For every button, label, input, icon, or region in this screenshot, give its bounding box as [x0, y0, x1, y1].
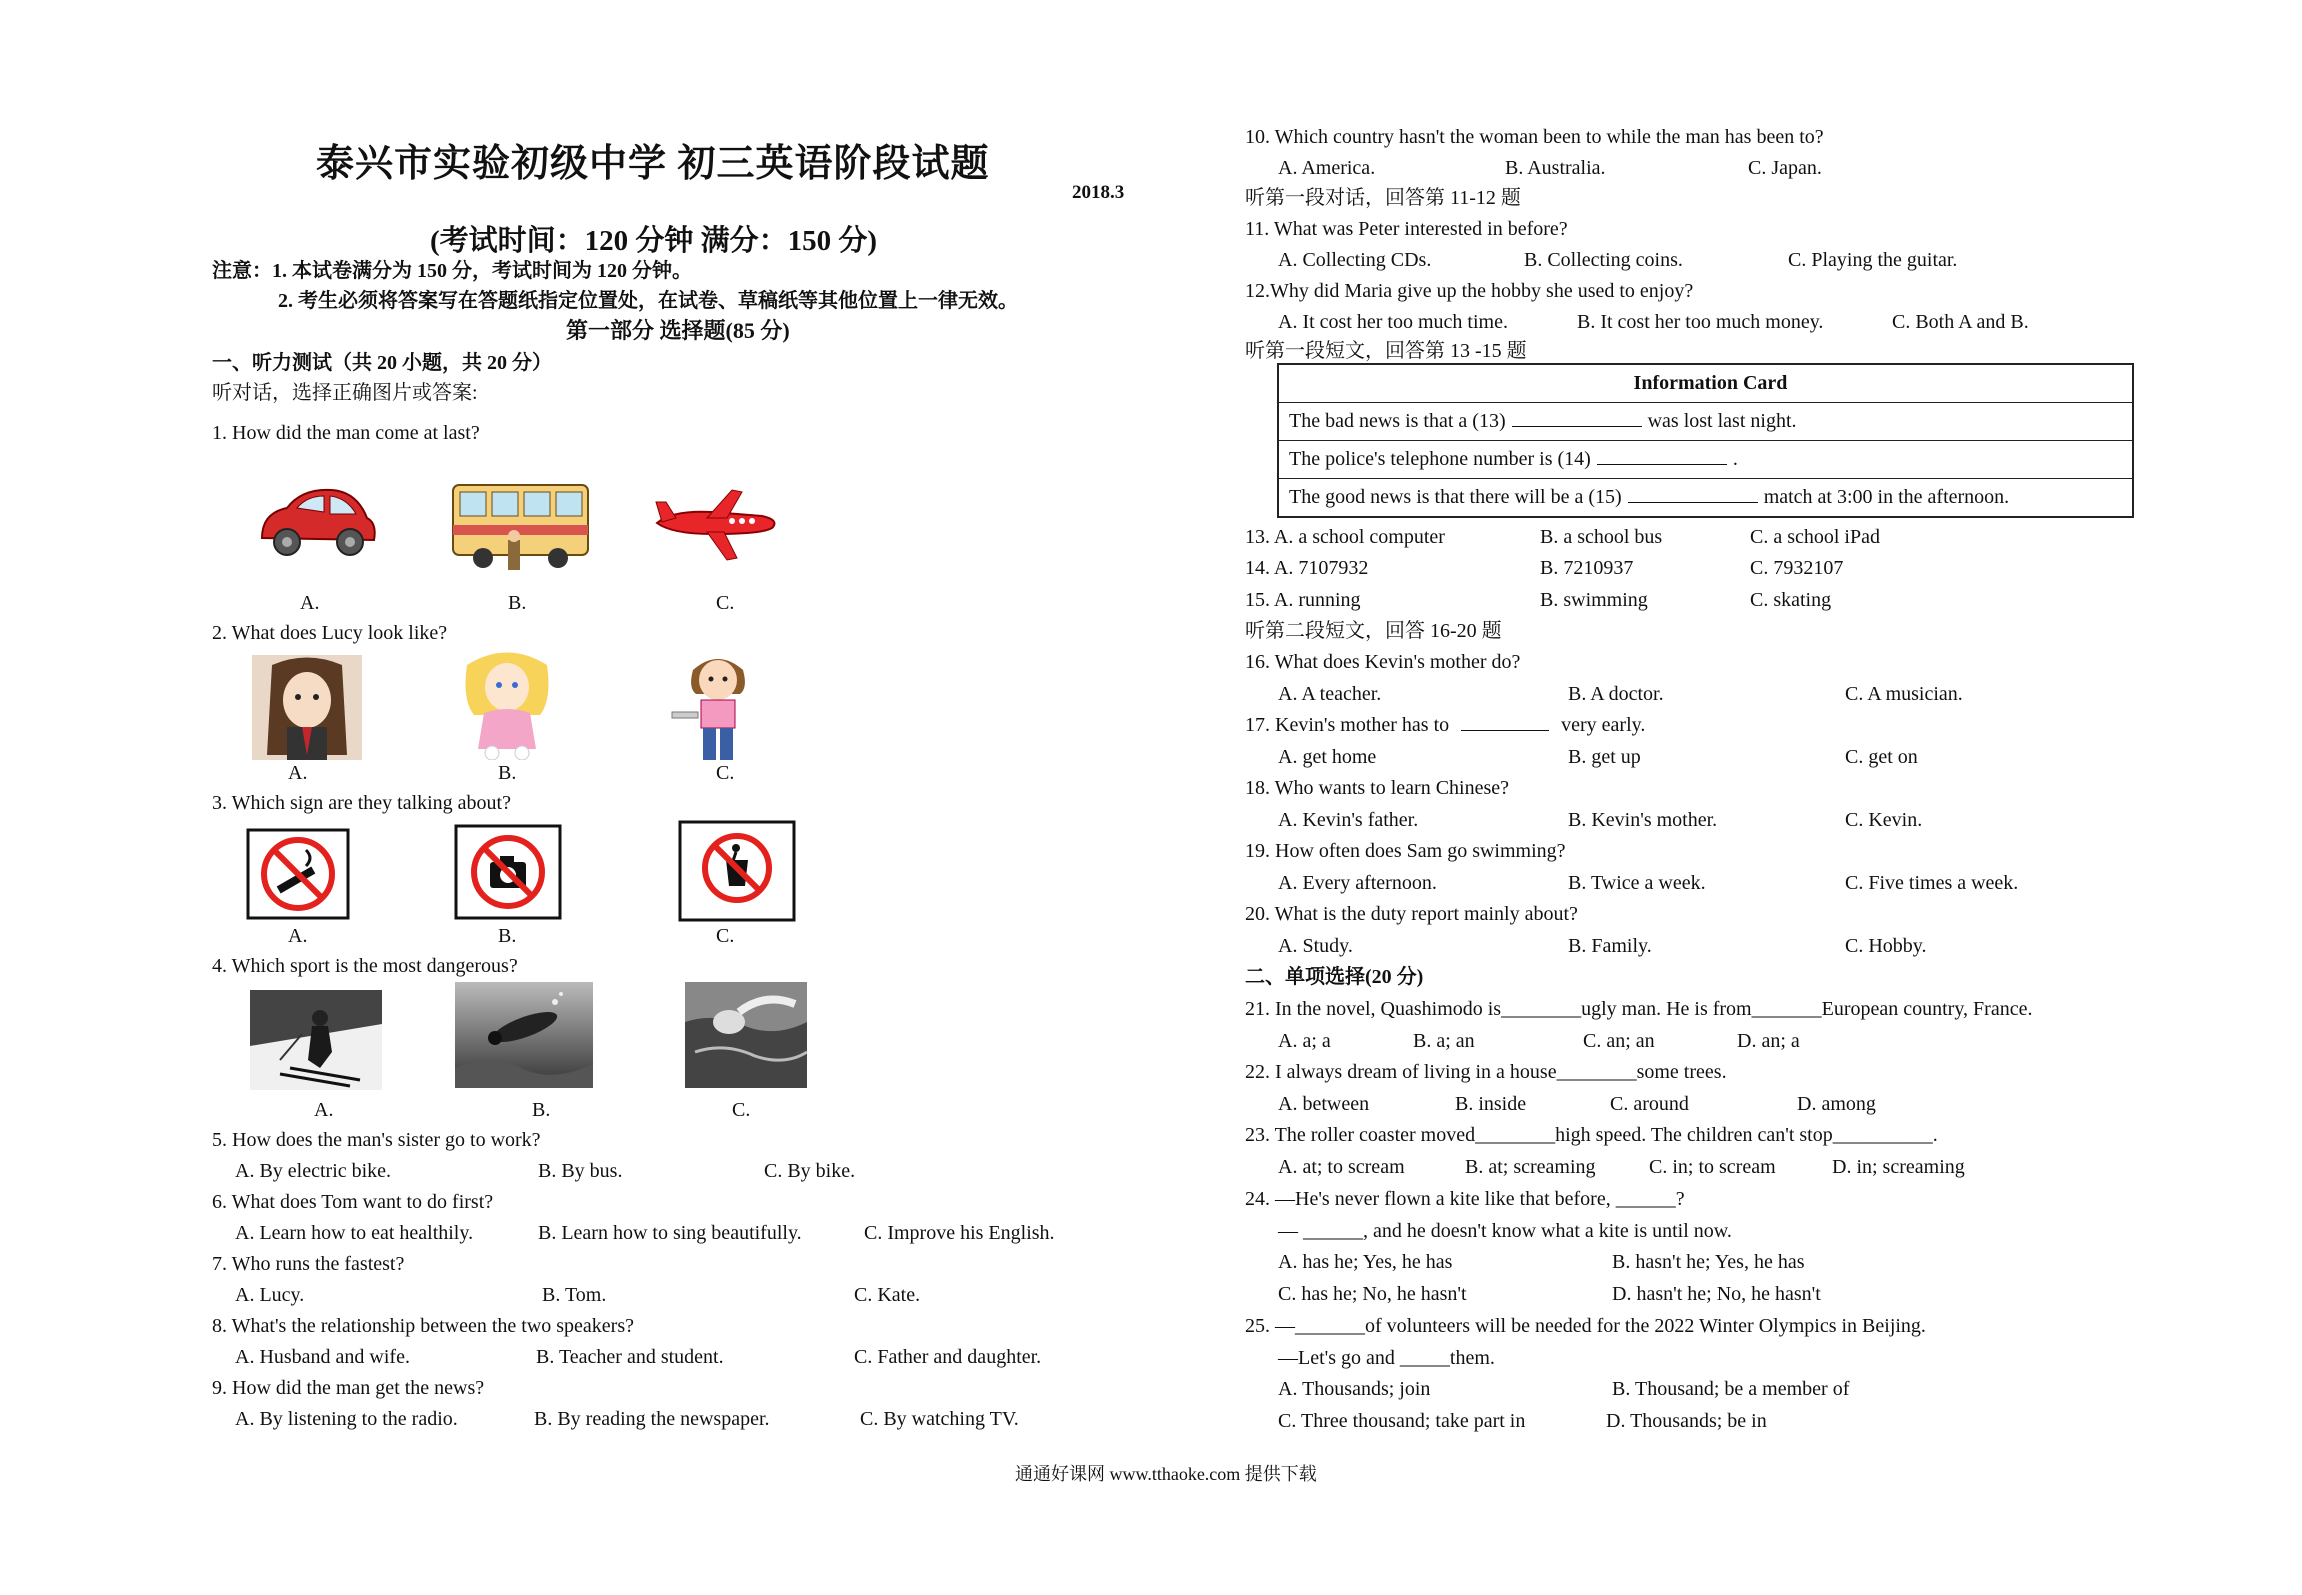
- option-21a: A. a; a: [1278, 1030, 1331, 1052]
- option-12b: B. It cost her too much money.: [1577, 311, 1824, 333]
- option-8c: C. Father and daughter.: [854, 1346, 1042, 1368]
- option-23b: B. at; screaming: [1465, 1156, 1596, 1178]
- option-25c: C. Three thousand; take part in: [1278, 1410, 1526, 1432]
- page-title: 泰兴市实验初级中学 初三英语阶段试题: [316, 143, 990, 185]
- option-8a: A. Husband and wife.: [235, 1346, 410, 1368]
- option-label-2a: A.: [288, 762, 308, 784]
- question-17-text: 17. Kevin's mother has to: [1245, 714, 1450, 736]
- option-label-2c: C.: [716, 762, 735, 784]
- option-14c: C. 7932107: [1750, 557, 1844, 579]
- option-label-3b: B.: [498, 925, 517, 947]
- blonde-girl-icon: [452, 645, 562, 760]
- section-16-20: 听第二段短文，回答 16-20 题: [1245, 620, 1502, 642]
- question-24-reply: — ______, and he doesn't know what a kite is until now.: [1278, 1220, 1732, 1242]
- option-label-4b: B.: [532, 1099, 551, 1121]
- option-17a: A. get home: [1278, 746, 1377, 768]
- grammar-heading: 二、单项选择(20 分): [1245, 966, 1424, 988]
- option-22d: D. among: [1797, 1093, 1876, 1115]
- card-title: Information Card: [1633, 372, 1788, 394]
- option-16a: A. A teacher.: [1278, 683, 1382, 705]
- question-1: 1. How did the man come at last?: [212, 422, 480, 444]
- option-16c: C. A musician.: [1845, 683, 1963, 705]
- question-6: 6. What does Tom want to do first?: [212, 1191, 494, 1213]
- car-icon: [252, 478, 382, 568]
- option-10b: B. Australia.: [1505, 157, 1606, 179]
- option-11b: B. Collecting coins.: [1524, 249, 1683, 271]
- part-heading: 第一部分 选择题(85 分): [566, 318, 790, 343]
- question-7: 7. Who runs the fastest?: [212, 1253, 405, 1275]
- card-row-15-tail: match at 3:00 in the afternoon.: [1763, 486, 2010, 508]
- option-19a: A. Every afternoon.: [1278, 872, 1437, 894]
- option-24d: D. hasn't he; No, he hasn't: [1612, 1283, 1821, 1305]
- option-label-3c: C.: [716, 925, 735, 947]
- option-5c: C. By bike.: [764, 1160, 856, 1182]
- question-2: 2. What does Lucy look like?: [212, 622, 448, 644]
- question-4: 4. Which sport is the most dangerous?: [212, 955, 518, 977]
- option-10c: C. Japan.: [1748, 157, 1822, 179]
- card-row-14-text: The police's telephone number is (14): [1289, 448, 1591, 470]
- exam-date: 2018.3: [1072, 182, 1125, 203]
- option-5b: B. By bus.: [538, 1160, 623, 1182]
- diving-photo-icon: [455, 982, 593, 1088]
- option-label-1b: B.: [508, 592, 527, 614]
- option-12a: A. It cost her too much time.: [1278, 311, 1508, 333]
- question-18: 18. Who wants to learn Chinese?: [1245, 777, 1510, 799]
- card-row-14: [1279, 440, 2132, 478]
- option-label-4a: A.: [314, 1099, 334, 1121]
- option-12c: C. Both A and B.: [1892, 311, 2029, 333]
- note-1: 注意：1. 本试卷满分为 150 分，考试时间为 120 分钟。: [212, 260, 692, 282]
- note-2: 2. 考生必须将答案写在答题纸指定位置处，在试卷、草稿纸等其他位置上一律无效。: [278, 290, 1018, 312]
- option-label-1c: C.: [716, 592, 735, 614]
- option-20b: B. Family.: [1568, 935, 1652, 957]
- option-13b: B. a school bus: [1540, 526, 1663, 548]
- question-22: 22. I always dream of living in a house________some trees.: [1245, 1061, 1727, 1083]
- card-row-13-tail: was lost last night.: [1647, 410, 1797, 432]
- blank-14: [1597, 446, 1727, 465]
- option-17b: B. get up: [1568, 746, 1641, 768]
- card-row-15-text: The good news is that there will be a (15): [1289, 486, 1622, 508]
- option-15a: 15. A. running: [1245, 589, 1361, 611]
- option-24a: A. has he; Yes, he has: [1278, 1251, 1453, 1273]
- question-9: 9. How did the man get the news?: [212, 1377, 485, 1399]
- option-15c: C. skating: [1750, 589, 1832, 611]
- option-18b: B. Kevin's mother.: [1568, 809, 1718, 831]
- card-row-13-text: The bad news is that a (13): [1289, 410, 1506, 432]
- question-21: 21. In the novel, Quashimodo is________ugly man. He is from_______European country, France.: [1245, 998, 2033, 1020]
- no-littering-sign-icon: [678, 820, 796, 922]
- option-7a: A. Lucy.: [235, 1284, 305, 1306]
- option-14b: B. 7210937: [1540, 557, 1634, 579]
- option-21d: D. an; a: [1737, 1030, 1800, 1052]
- option-25a: A. Thousands; join: [1278, 1378, 1431, 1400]
- information-card: [1277, 363, 2134, 518]
- listening-instruction: 听对话，选择正确图片或答案:: [212, 382, 478, 404]
- question-8: 8. What's the relationship between the two speakers?: [212, 1315, 634, 1337]
- option-25b: B. Thousand; be a member of: [1612, 1378, 1850, 1400]
- option-7c: C. Kate.: [854, 1284, 921, 1306]
- option-16b: B. A doctor.: [1568, 683, 1664, 705]
- option-9b: B. By reading the newspaper.: [534, 1408, 770, 1430]
- option-8b: B. Teacher and student.: [536, 1346, 724, 1368]
- option-15b: B. swimming: [1540, 589, 1648, 611]
- option-24c: C. has he; No, he hasn't: [1278, 1283, 1467, 1305]
- option-13a: 13. A. a school computer: [1245, 526, 1445, 548]
- option-label-2b: B.: [498, 762, 517, 784]
- option-24b: B. hasn't he; Yes, he has: [1612, 1251, 1805, 1273]
- option-label-1a: A.: [300, 592, 320, 614]
- swimming-photo-icon: [685, 982, 807, 1088]
- option-6b: B. Learn how to sing beautifully.: [538, 1222, 802, 1244]
- option-9c: C. By watching TV.: [860, 1408, 1019, 1430]
- option-18a: A. Kevin's father.: [1278, 809, 1419, 831]
- option-5a: A. By electric bike.: [235, 1160, 392, 1182]
- option-11c: C. Playing the guitar.: [1788, 249, 1958, 271]
- option-25d: D. Thousands; be in: [1606, 1410, 1767, 1432]
- exam-info: (考试时间：120 分钟 满分：150 分): [430, 225, 878, 257]
- option-19b: B. Twice a week.: [1568, 872, 1706, 894]
- card-row-14-tail: .: [1732, 448, 1738, 470]
- blank-17: [1461, 712, 1549, 731]
- option-19c: C. Five times a week.: [1845, 872, 2019, 894]
- no-smoking-sign-icon: [246, 828, 350, 920]
- option-14a: 14. A. 7107932: [1245, 557, 1369, 579]
- option-label-3a: A.: [288, 925, 308, 947]
- option-18c: C. Kevin.: [1845, 809, 1923, 831]
- option-21c: C. an; an: [1583, 1030, 1655, 1052]
- question-5: 5. How does the man's sister go to work?: [212, 1129, 541, 1151]
- question-12: 12.Why did Maria give up the hobby she used to enjoy?: [1245, 280, 1694, 302]
- question-20: 20. What is the duty report mainly about?: [1245, 903, 1578, 925]
- option-23d: D. in; screaming: [1832, 1156, 1965, 1178]
- card-row-13: [1279, 402, 2132, 440]
- question-10: 10. Which country hasn't the woman been to while the man has been to?: [1245, 126, 1824, 148]
- no-photography-sign-icon: [454, 824, 562, 920]
- section-13-15: 听第一段短文，回答第 13 -15 题: [1245, 340, 1527, 362]
- long-hair-girl-icon: [252, 655, 362, 760]
- option-23a: A. at; to scream: [1278, 1156, 1405, 1178]
- option-11a: A. Collecting CDs.: [1278, 249, 1432, 271]
- option-21b: B. a; an: [1413, 1030, 1475, 1052]
- option-20a: A. Study.: [1278, 935, 1353, 957]
- bus-icon: [448, 470, 593, 575]
- question-16: 16. What does Kevin's mother do?: [1245, 651, 1521, 673]
- option-20c: C. Hobby.: [1845, 935, 1927, 957]
- question-17: [1245, 712, 1645, 738]
- option-6c: C. Improve his English.: [864, 1222, 1055, 1244]
- option-9a: A. By listening to the radio.: [235, 1408, 458, 1430]
- skiing-photo-icon: [250, 990, 382, 1090]
- short-hair-girl-icon: [668, 648, 768, 763]
- option-7b: B. Tom.: [542, 1284, 607, 1306]
- option-22c: C. around: [1610, 1093, 1689, 1115]
- footer-credit: 通通好课网 www.tthaoke.com 提供下载: [1015, 1464, 1317, 1484]
- option-22b: B. inside: [1455, 1093, 1527, 1115]
- plane-icon: [652, 488, 782, 568]
- question-3: 3. Which sign are they talking about?: [212, 792, 511, 814]
- listening-heading: 一、听力测试（共 20 小题，共 20 分）: [212, 352, 552, 374]
- option-6a: A. Learn how to eat healthily.: [235, 1222, 474, 1244]
- blank-15: [1628, 484, 1758, 503]
- question-11: 11. What was Peter interested in before?: [1245, 218, 1568, 240]
- card-row-15: [1279, 478, 2132, 516]
- option-label-4c: C.: [732, 1099, 751, 1121]
- question-25: 25. —_______of volunteers will be needed for the 2022 Winter Olympics in Beijing.: [1245, 1315, 1926, 1337]
- option-17c: C. get on: [1845, 746, 1918, 768]
- question-23: 23. The roller coaster moved________high speed. The children can't stop__________.: [1245, 1124, 1938, 1146]
- question-17-tail: very early.: [1561, 714, 1646, 736]
- question-25-reply: —Let's go and _____them.: [1278, 1347, 1495, 1369]
- option-13c: C. a school iPad: [1750, 526, 1880, 548]
- section-11-12: 听第一段对话，回答第 11-12 题: [1245, 187, 1521, 209]
- option-23c: C. in; to scream: [1649, 1156, 1776, 1178]
- blank-13: [1512, 408, 1642, 427]
- option-22a: A. between: [1278, 1093, 1370, 1115]
- question-19: 19. How often does Sam go swimming?: [1245, 840, 1566, 862]
- option-10a: A. America.: [1278, 157, 1376, 179]
- question-24: 24. —He's never flown a kite like that before, ______?: [1245, 1188, 1685, 1210]
